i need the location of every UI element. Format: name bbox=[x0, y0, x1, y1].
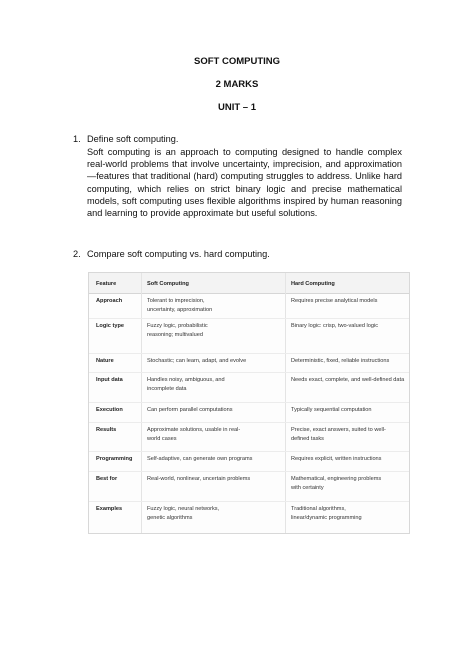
table-header bbox=[89, 273, 409, 294]
column-header-hard: Hard Computing bbox=[291, 281, 335, 287]
table-cell-hard: Typically sequential computation bbox=[291, 407, 372, 413]
table-cell-soft: Handles noisy, ambiguous, and bbox=[147, 377, 225, 383]
table-cell-feature: Examples bbox=[96, 506, 123, 512]
table-cell-soft: Tolerant to imprecision, bbox=[147, 298, 205, 304]
table-cell-hard: Mathematical, engineering problems bbox=[291, 476, 382, 482]
table-cell-soft: Real-world, nonlinear, uncertain problems bbox=[147, 476, 251, 482]
table-cell-hard: with certainty bbox=[291, 485, 324, 491]
table-cell-hard: Requires precise analytical models bbox=[291, 298, 378, 304]
table-cell-soft: incomplete data bbox=[147, 386, 187, 392]
question-number: 2. bbox=[73, 249, 81, 259]
row-divider bbox=[89, 451, 409, 452]
table-cell-feature: Logic type bbox=[96, 323, 124, 329]
row-divider bbox=[89, 422, 409, 423]
table-cell-soft: Stochastic; can learn, adapt, and evolve bbox=[147, 358, 247, 364]
unit-heading: UNIT – 1 bbox=[217, 102, 256, 113]
table-cell-feature: Results bbox=[96, 427, 117, 433]
table-cell-soft: Fuzzy logic, probabilistic bbox=[147, 323, 208, 329]
table-cell-hard: linear/dynamic programming bbox=[291, 515, 362, 521]
table-cell-hard: Requires explicit, written instructions bbox=[291, 456, 382, 462]
table-cell-feature: Best for bbox=[96, 476, 118, 482]
table-cell-feature: Input data bbox=[96, 377, 123, 383]
row-divider bbox=[89, 501, 409, 502]
table-cell-feature: Programming bbox=[96, 456, 133, 462]
table-cell-soft: reasoning; multivalued bbox=[147, 332, 203, 338]
column-divider bbox=[141, 273, 142, 533]
comparison-table bbox=[88, 272, 410, 534]
row-divider bbox=[89, 318, 409, 319]
marks-heading: 2 MARKS bbox=[215, 79, 259, 90]
table-cell-feature: Nature bbox=[96, 358, 114, 364]
column-header-feature: Feature bbox=[96, 281, 117, 287]
row-divider bbox=[89, 402, 409, 403]
table-cell-soft: Self-adaptive, can generate own programs bbox=[147, 456, 253, 462]
column-header-soft: Soft Computing bbox=[147, 281, 189, 287]
row-divider bbox=[89, 372, 409, 373]
table-cell-hard: Needs exact, complete, and well-defined data bbox=[291, 377, 405, 383]
table-cell-soft: Approximate solutions, usable in real- bbox=[147, 427, 241, 433]
table-cell-soft: genetic algorithms bbox=[147, 515, 193, 521]
table-cell-hard: Deterministic, fixed, reliable instructions bbox=[291, 358, 390, 364]
table-cell-hard: Traditional algorithms, bbox=[291, 506, 346, 512]
table-cell-hard: Binary logic: crisp, two-valued logic bbox=[291, 323, 379, 329]
table-cell-feature: Execution bbox=[96, 407, 123, 413]
table-cell-hard: Precise, exact answers, suited to well- bbox=[291, 427, 386, 433]
question-text: Define soft computing. bbox=[87, 134, 179, 144]
row-divider bbox=[89, 353, 409, 354]
table-cell-soft: Can perform parallel computations bbox=[147, 407, 233, 413]
table-cell-feature: Approach bbox=[96, 298, 123, 304]
table-cell-soft: Fuzzy logic, neural networks, bbox=[147, 506, 220, 512]
document-title: SOFT COMPUTING bbox=[193, 56, 281, 67]
question-text: Compare soft computing vs. hard computing. bbox=[87, 249, 270, 259]
table-cell-soft: world cases bbox=[147, 436, 177, 442]
answer-1: Soft computing is an approach to computing designed to handle complex real-world problems that involve uncertainty, imprecision, and approximation—features that traditional (hard) computing struggles to address. Unlike hard computing, which relies on strict binary logic and precise mathematical models, soft computing uses flexible algorithms inspired by human reasoning and learning to provide approximate but useful solutions. bbox=[87, 147, 402, 219]
column-divider bbox=[285, 273, 286, 533]
table-cell-hard: defined tasks bbox=[291, 436, 324, 442]
question-number: 1. bbox=[73, 134, 81, 144]
row-divider bbox=[89, 471, 409, 472]
table-cell-soft: uncertainty, approximation bbox=[147, 307, 213, 313]
